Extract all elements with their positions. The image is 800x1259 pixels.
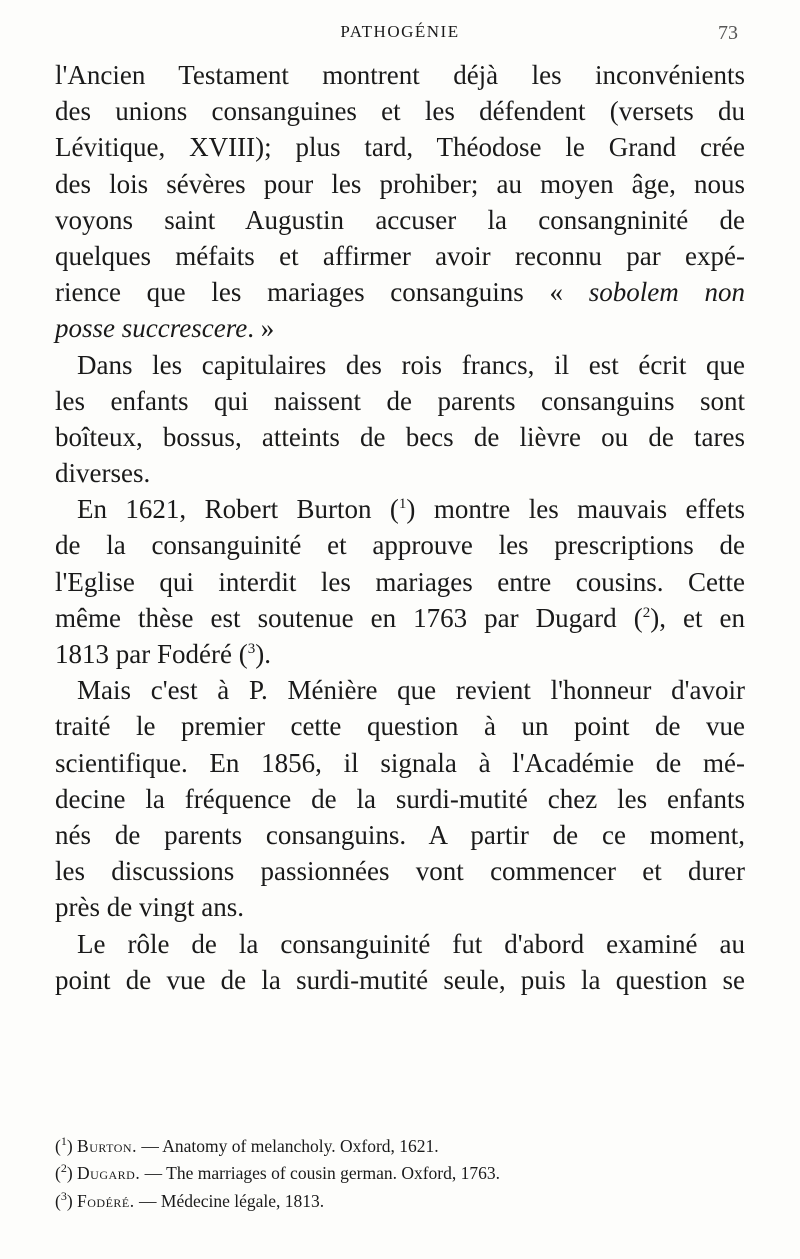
footnote: ($^3$) Fodéré. — Médecine légale, 1813. — [55, 1188, 325, 1211]
text-line: les discussions passionnées vont commencer et durer — [55, 856, 745, 887]
footnote-text: — Anatomy of melancholy. Oxford, 1621. — [136, 1135, 439, 1156]
text-line — [55, 274, 745, 310]
text-line — [55, 600, 745, 636]
text-line: diverses. — [55, 458, 151, 489]
latin-quote: posse succrescere — [55, 313, 248, 344]
footnote-mark: 2 — [60, 1161, 67, 1176]
text-line: scientifique. En 1856, il signala à l'Académie de mé- — [55, 747, 745, 778]
footnote-text: — Médecine légale, 1813. — [134, 1190, 325, 1211]
footnote-ref[interactable]: 1 — [398, 496, 407, 513]
text-line: l'Ancien Testament montrent déjà les inconvénients — [55, 60, 745, 90]
text-line: quelques méfaits et affirmer avoir reconnu par expé- — [55, 240, 745, 271]
text-fragment: ). — [255, 639, 271, 669]
footnote-author: Dugard. — [77, 1163, 141, 1184]
footnote: ($^2$) Dugard. — The marriages of cousin german. Oxford, 1763. — [55, 1161, 501, 1184]
page-header — [0, 20, 800, 46]
text-fragment: ), et en — [650, 602, 746, 633]
text-fragment: En 1621, Robert Burton ( — [77, 494, 399, 525]
footnote: ($^1$) Burton. — Anatomy of melancholy. Oxford, 1621. — [55, 1134, 439, 1156]
text-line: boîteux, bossus, atteints de becs de lièvre ou de tares — [55, 421, 745, 452]
text-line: l'Eglise qui interdit les mariages entre cousins. Cette — [55, 566, 745, 597]
quote-close: . » — [247, 313, 275, 344]
page-number: 73 — [718, 22, 738, 44]
text-fragment: ) montre les mauvais effets — [406, 494, 745, 525]
text-line: point de vue de la surdi-mutité seule, puis la question se — [55, 964, 745, 995]
text-line — [55, 310, 745, 346]
footnote-mark: 3 — [60, 1188, 67, 1203]
text-line: Mais c'est à P. Ménière que revient l'honneur d'avoir — [77, 675, 745, 706]
text-line: près de vingt ans. — [55, 892, 244, 923]
text-fragment: rience que les mariages consanguins « — [55, 277, 589, 308]
text-line — [55, 491, 745, 527]
text-line: des lois sévères pour les prohiber; au moyen âge, nous — [55, 168, 745, 199]
text-line: de la consanguinité et approuve les prescriptions de — [55, 530, 745, 561]
text-line: voyons saint Augustin accuser la consangninité de — [55, 204, 745, 235]
text-fragment: 1813 par Fodéré ( — [55, 639, 248, 669]
text-line: decine la fréquence de la surdi-mutité chez les enfants — [55, 783, 745, 814]
text-line: Lévitique, XVIII); plus tard, Théodose le Grand crée — [55, 132, 745, 163]
text-line: des unions consanguines et les défendent (versets du — [55, 96, 745, 127]
text-line — [55, 636, 745, 672]
text-line: les enfants qui naissent de parents consanguins sont — [55, 385, 745, 416]
text-line: nés de parents consanguins. A partir de ce moment, — [55, 819, 745, 850]
text-line: Dans les capitulaires des rois francs, il est écrit que — [77, 349, 745, 380]
footnote-ref[interactable]: 3 — [247, 641, 256, 657]
text-line: traité le premier cette question à un point de vue — [55, 711, 745, 742]
footnotes — [55, 1130, 755, 1212]
running-title: PATHOGÉNIE — [340, 22, 460, 41]
body-text — [55, 57, 745, 998]
text-fragment: même thèse est soutenue en 1763 par Dugard ( — [55, 602, 643, 633]
footnote-mark: 1 — [60, 1134, 67, 1148]
footnote-text: — The marriages of cousin german. Oxford, 1763. — [140, 1163, 501, 1184]
footnote-author: Fodéré. — [77, 1190, 135, 1211]
footnote-author: Burton. — [77, 1135, 137, 1156]
latin-quote: sobolem non — [588, 277, 745, 308]
text-line: Le rôle de la consanguinité fut d'abord examiné au — [77, 928, 745, 959]
footnote-ref[interactable]: 2 — [642, 604, 651, 621]
